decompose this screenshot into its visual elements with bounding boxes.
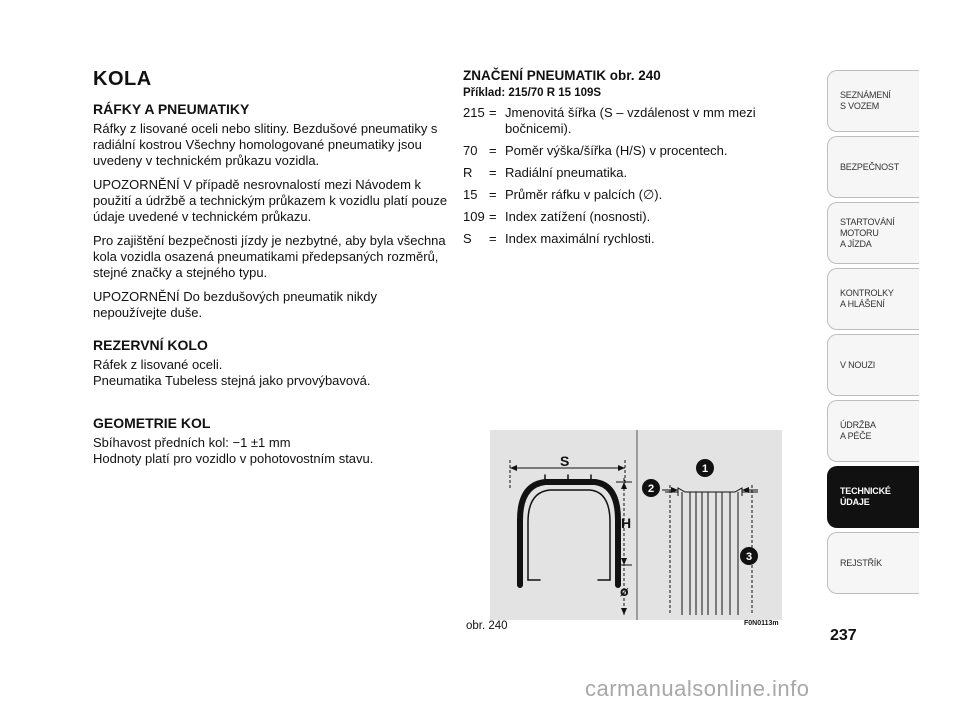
section-heading-geometry: GEOMETRIE KOL xyxy=(93,415,211,431)
tyre-marking-heading: ZNAČENÍ PNEUMATIK obr. 240 xyxy=(463,68,661,83)
tyre-code-row xyxy=(463,187,793,203)
tyre-code-desc: Index zatížení (nosnosti). xyxy=(505,209,651,224)
tyre-code-row xyxy=(463,165,793,181)
label-diameter: ø xyxy=(620,583,629,599)
tyre-code-code: 15 xyxy=(463,187,478,202)
chapter-tab[interactable]: TECHNICKÉ ÚDAJE xyxy=(827,466,919,528)
tyre-code-list xyxy=(463,105,793,247)
label-s: S xyxy=(560,453,570,469)
tyre-code-eq: = xyxy=(489,187,497,202)
left-column xyxy=(93,68,448,475)
tyre-code-eq: = xyxy=(489,231,497,246)
paragraph-warning-documents: UPOZORNĚNÍ V případě nesrovnalostí mezi Návodem k použití a údržbě a technickým průkazem k vozidlu platí pouze údaje uvedené v technickém průkazu. xyxy=(93,177,448,224)
tyre-code-row xyxy=(463,143,793,159)
watermark: carmanualsonline.info xyxy=(585,676,810,701)
chapter-tab[interactable]: SEZNÁMENÍ S VOZEM xyxy=(827,70,919,132)
chapter-tab[interactable]: V NOUZI xyxy=(827,334,919,396)
spare-line-1: Ráfek z lisované oceli. xyxy=(93,357,223,372)
section-heading-rims-tyres: RÁFKY A PNEUMATIKY xyxy=(93,101,250,117)
callout-2: 2 xyxy=(647,483,655,495)
tyre-code-desc: Průměr ráfku v palcích (∅). xyxy=(505,187,663,202)
middle-column xyxy=(463,68,793,253)
tyre-figure xyxy=(490,430,782,620)
tyre-code-eq: = xyxy=(489,209,497,224)
tyre-code-code: S xyxy=(463,231,472,246)
tyre-code-desc: Radiální pneumatika. xyxy=(505,165,628,180)
tyre-code-desc: Index maximální rychlosti. xyxy=(505,231,655,246)
tyre-example: Příklad: 215/70 R 15 109S xyxy=(463,87,602,99)
page-number: 237 xyxy=(830,627,857,644)
chapter-tabs xyxy=(827,70,919,598)
tyre-code-code: R xyxy=(463,165,473,180)
tyre-code-eq: = xyxy=(489,143,497,158)
chapter-tab[interactable]: REJSTŘÍK xyxy=(827,532,919,594)
chapter-tab[interactable]: STARTOVÁNÍ MOTORU A JÍZDA xyxy=(827,202,919,264)
tyre-code-eq: = xyxy=(489,165,497,180)
tyre-code-desc: Poměr výška/šířka (H/S) v procentech. xyxy=(505,143,728,158)
tyre-code-code: 215 xyxy=(463,105,485,120)
tyre-code-code: 70 xyxy=(463,143,478,158)
callout-1: 1 xyxy=(701,463,709,475)
paragraph-warning-tubes: UPOZORNĚNÍ Do bezdušových pneumatik nikdy nepoužívejte duše. xyxy=(93,289,377,320)
paragraph-safety: Pro zajištění bezpečnosti jízdy je nezbytné, aby byla všechna kola vozidla osazená pneumatikami předepsaných rozměrů, stejné značky a stejného typu. xyxy=(93,233,446,280)
tyre-code-row xyxy=(463,209,793,225)
paragraph-rims: Ráfky z lisované oceli nebo slitiny. Bezdušové pneumatiky s radiální kostrou Všechny homologované pneumatiky jsou uvedeny v technickém průkazu vozidla. xyxy=(93,121,438,168)
chapter-tab[interactable]: ÚDRŽBA A PÉČE xyxy=(827,400,919,462)
tyre-code-row xyxy=(463,105,793,137)
spare-line-2: Pneumatika Tubeless stejná jako prvovýbavová. xyxy=(93,373,371,388)
label-h: H xyxy=(621,515,632,531)
tyre-code-row xyxy=(463,231,793,247)
tyre-diagram-svg xyxy=(490,430,782,620)
geometry-line-2: Hodnoty platí pro vozidlo v pohotovostním stavu. xyxy=(93,451,374,466)
tyre-code-desc: Jmenovitá šířka (S – vzdálenost v mm mezi bočnicemi). xyxy=(505,105,756,136)
page-title: KOLA xyxy=(93,68,152,90)
section-heading-spare-wheel: REZERVNÍ KOLO xyxy=(93,337,208,353)
figure-code: F0N0113m xyxy=(744,620,779,627)
chapter-tab[interactable]: BEZPEČNOST xyxy=(827,136,919,198)
callout-3: 3 xyxy=(745,551,753,563)
figure-caption: obr. 240 xyxy=(466,620,508,632)
chapter-tab[interactable]: KONTROLKY A HLÁŠENÍ xyxy=(827,268,919,330)
geometry-line-1: Sbíhavost předních kol: −1 ±1 mm xyxy=(93,435,291,450)
tyre-code-eq: = xyxy=(489,105,497,120)
tyre-code-code: 109 xyxy=(463,209,485,224)
